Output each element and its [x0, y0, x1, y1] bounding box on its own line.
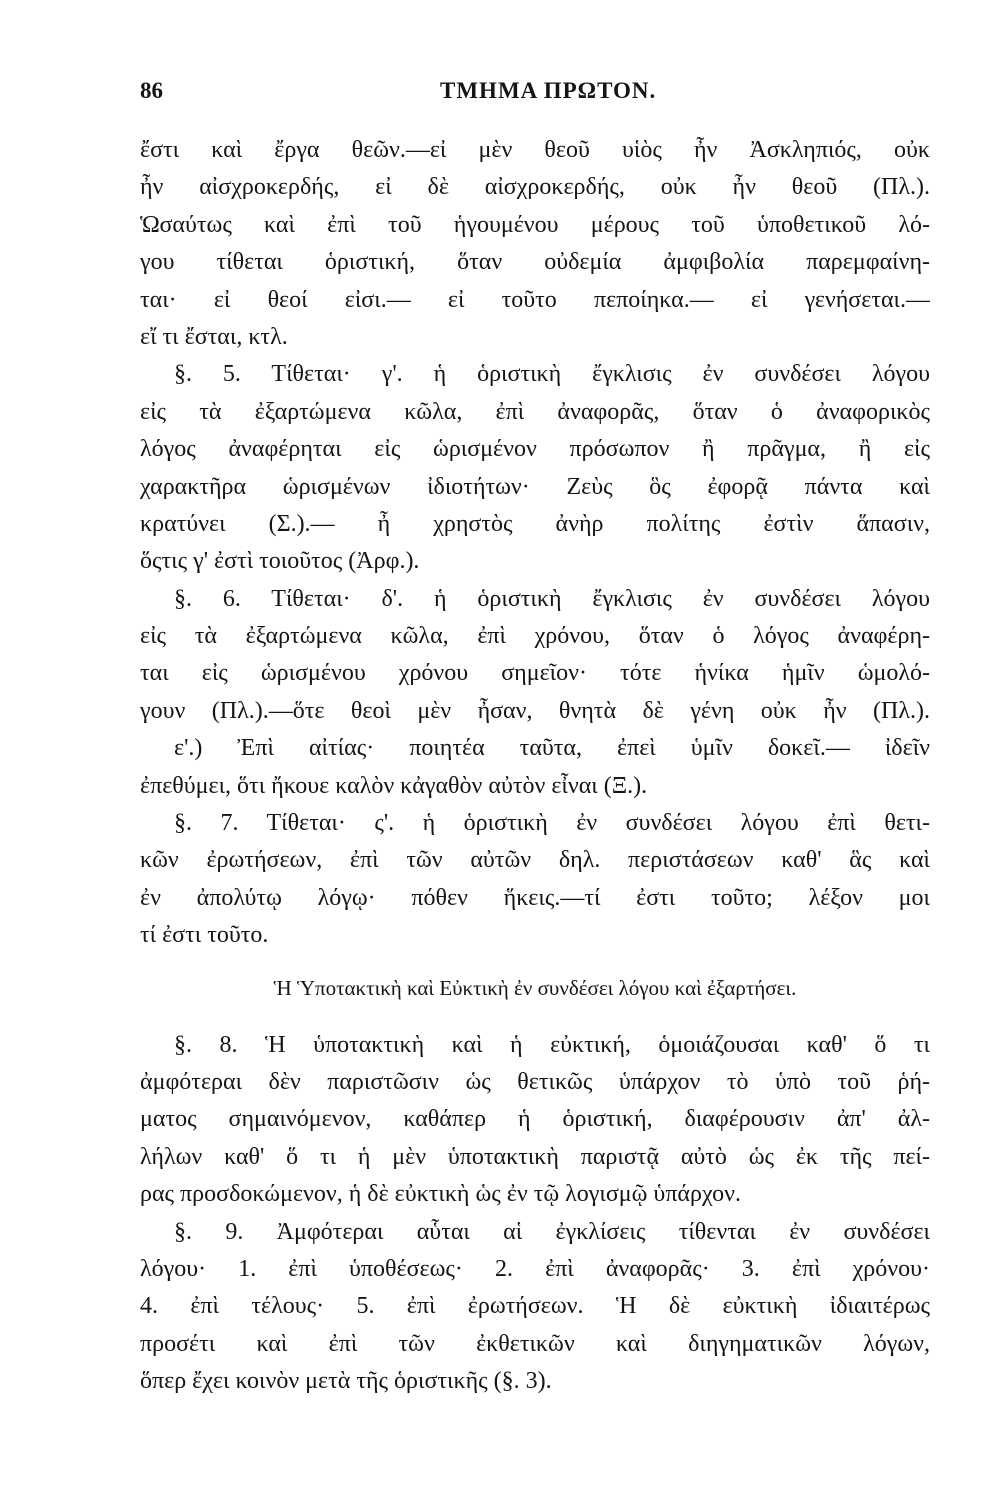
text-line: εἴ τι ἔσται, κτλ.	[140, 323, 288, 350]
text-line: ἦν αἰσχροκερδής, εἰ δὲ αἰσχροκερδής, οὐκ ἦν θεοῦ (Πλ.).	[140, 174, 930, 201]
paragraph-continuation	[140, 132, 930, 356]
paragraph-section-9	[140, 1214, 930, 1401]
text-line: ρας προσδοκώμενον, ἡ δὲ εὐκτικὴ ὡς ἐν τῷ λογισμῷ ὑπάρχον.	[140, 1181, 741, 1208]
text-line: ἀμφότεραι δὲν παριστῶσιν ὡς θετικῶς ὑπάρχον τὸ ὑπὸ τοῦ ῥή-	[140, 1068, 930, 1095]
text-line: λήλων καθ' ὅ τι ἡ μὲν ὑποτακτικὴ παριστᾷ αὐτὸ ὡς ἐκ τῆς πεί-	[140, 1143, 930, 1170]
text-line: γου τίθεται ὁριστική, ὅταν οὐδεμία ἀμφιβολία παρεμφαίνη-	[140, 249, 930, 276]
text-line: Ὡσαύτως καὶ ἐπὶ τοῦ ἡγουμένου μέρους τοῦ ὑποθετικοῦ λό-	[140, 211, 930, 238]
text-line: εἰς τὰ ἐξαρτώμενα κῶλα, ἐπὶ ἀναφορᾶς, ὅταν ὁ ἀναφορικὸς	[140, 398, 930, 425]
text-line: εἰς τὰ ἐξαρτώμενα κῶλα, ἐπὶ χρόνου, ὅταν ὁ λόγος ἀναφέρη-	[140, 623, 930, 650]
text-line: §. 8. Ἡ ὑποτακτικὴ καὶ ἡ εὐκτική, ὁμοιάζουσαι καθ' ὅ τι	[174, 1031, 930, 1058]
page-number: 86	[140, 78, 163, 103]
running-title: ΤΜΗΜΑ ΠΡΩΤΟΝ.	[440, 78, 657, 103]
text-line: ὅςτις γ' ἐστὶ τοιοῦτος (Ἀρφ.).	[140, 548, 420, 575]
text-line: §. 7. Τίθεται· ς'. ἡ ὁριστικὴ ἐν συνδέσει λόγου ἐπὶ θετι-	[174, 810, 930, 837]
text-line: κρατύνει (Σ.).— ἦ χρηστὸς ἀνὴρ πολίτης ἐστὶν ἅπασιν,	[140, 510, 930, 537]
page-body	[140, 132, 930, 1401]
paragraph-section-5	[140, 356, 930, 580]
section-heading: Ἡ Ὑποτακτικὴ καὶ Εὐκτικὴ ἐν συνδέσει λόγου καὶ ἐξαρτήσει.	[273, 975, 797, 1000]
text-line: προσέτι καὶ ἐπὶ τῶν ἐκθετικῶν καὶ διηγηματικῶν λόγων,	[140, 1330, 930, 1357]
paragraph-section-8	[140, 1027, 930, 1214]
text-line: §. 6. Τίθεται· δ'. ἡ ὁριστικὴ ἔγκλισις ἐν συνδέσει λόγου	[174, 585, 930, 612]
section-heading-block	[140, 955, 930, 1027]
text-line: §. 5. Τίθεται· γ'. ἡ ὁριστικὴ ἔγκλισις ἐν συνδέσει λόγου	[174, 361, 930, 388]
text-line: ματος σημαινόμενον, καθάπερ ἡ ὁριστική, διαφέρουσιν ἀπ' ἀλ-	[140, 1106, 930, 1133]
text-line: ἐν ἀπολύτῳ λόγῳ· πόθεν ἥκεις.—τί ἐστι τοῦτο; λέξον μοι	[140, 884, 930, 911]
paragraph-section-7	[140, 805, 930, 955]
text-line: κῶν ἐρωτήσεων, ἐπὶ τῶν αὐτῶν δηλ. περιστάσεων καθ' ἃς καὶ	[140, 847, 930, 874]
text-line: χαρακτῆρα ὡρισμένων ἰδιοτήτων· Ζεὺς ὃς ἐφορᾷ πάντα καὶ	[140, 473, 930, 500]
text-line: ε'.) Ἐπὶ αἰτίας· ποιητέα ταῦτα, ἐπεὶ ὑμῖν δοκεῖ.— ἰδεῖν	[174, 735, 930, 762]
text-line: ται εἰς ὡρισμένου χρόνου σημεῖον· τότε ἡνίκα ἡμῖν ὡμολό-	[140, 660, 930, 687]
text-line: ἔστι καὶ ἔργα θεῶν.—εἰ μὲν θεοῦ υἱὸς ἦν Ἀσκληπιός, οὐκ	[140, 137, 930, 163]
text-line: τί ἐστι τοῦτο.	[140, 922, 269, 949]
text-line: γουν (Πλ.).—ὅτε θεοὶ μὲν ἦσαν, θνητὰ δὲ γένη οὐκ ἦν (Πλ.).	[140, 697, 930, 724]
text-line: λόγου· 1. ἐπὶ ὑποθέσεως· 2. ἐπὶ ἀναφορᾶς· 3. ἐπὶ χρόνου·	[140, 1255, 930, 1282]
text-line: 4. ἐπὶ τέλους· 5. ἐπὶ ἐρωτήσεων. Ἡ δὲ εὐκτικὴ ἰδιαιτέρως	[140, 1293, 930, 1320]
text-line: λόγος ἀναφέρηται εἰς ὡρισμένον πρόσωπον ἢ πρᾶγμα, ἢ εἰς	[140, 436, 930, 463]
text-line: ὅπερ ἔχει κοινὸν μετὰ τῆς ὁριστικῆς (§. 3).	[140, 1368, 552, 1395]
text-line: §. 9. Ἀμφότεραι αὗται αἱ ἐγκλίσεις τίθενται ἐν συνδέσει	[174, 1218, 930, 1245]
paragraph-section-6	[140, 581, 930, 805]
page-header	[140, 78, 903, 114]
text-line: ται· εἰ θεοί εἰσι.— εἰ τοῦτο πεποίηκα.— εἰ γενήσεται.—	[140, 286, 930, 313]
text-line: ἐπεθύμει, ὅτι ἤκουε καλὸν κἀγαθὸν αὐτὸν εἶναι (Ξ.).	[140, 772, 648, 799]
